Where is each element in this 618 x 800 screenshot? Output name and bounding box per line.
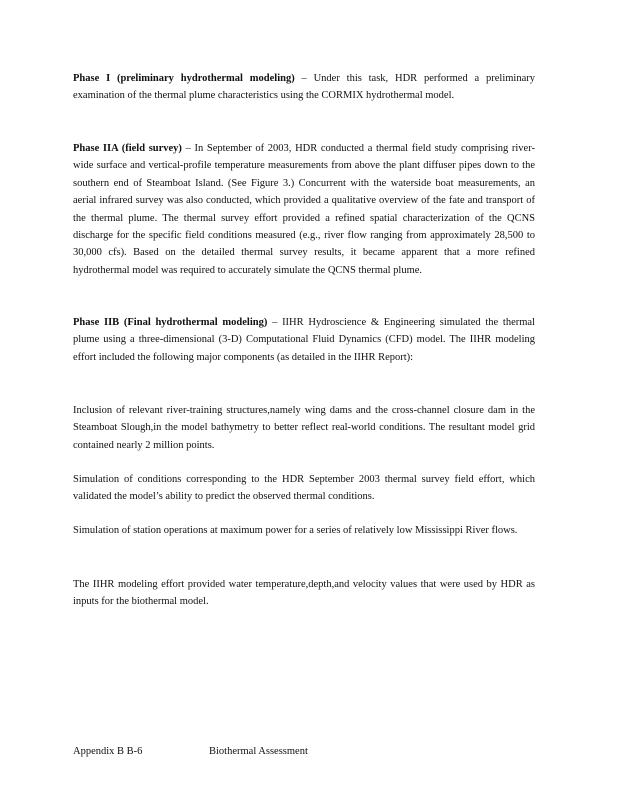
- phase-1-heading: Phase I (preliminary hydrothermal modeling): [73, 73, 295, 84]
- paragraph-phase-2b: [73, 314, 535, 366]
- footer-appendix-label: Appendix B B-6: [73, 746, 143, 757]
- phase-2a-body: – In September of 2003, HDR conducted a thermal field study comprising river-wide surface and vertical-profile temperature measurements from above the plant diffuser pipes down to the southern end of Steamboat Island. (See Figure 3.) Concurrent with the waterside boat measurements, an aerial infrared survey was also conducted, which provided a qualitative overview of the fate and transport of the thermal plume. The thermal survey effort provided a refined spatial characterization of the QCNS discharge for the specific field conditions measured (e.g., river flow ranging from approximately 28,500 to 30,000 cfs). Based on the detailed thermal survey results, it became apparent that a more refined hydrothermal model was required to accurately simulate the QCNS thermal plume.: [73, 143, 535, 276]
- paragraph-component-3: Simulation of station operations at maximum power for a series of relatively low Mississippi River flows.: [73, 525, 518, 536]
- phase-2a-heading: Phase IIA (field survey): [73, 143, 182, 154]
- paragraph-component-1: Inclusion of relevant river-training structures,namely wing dams and the cross-channel closure dam in the Steamboat Slough,in the model bathymetry to better reflect real-world conditions. The resultant model grid contained nearly 2 million points.: [73, 405, 535, 451]
- paragraph-phase-1: [73, 70, 535, 105]
- phase-2b-heading: Phase IIB (Final hydrothermal modeling): [73, 317, 268, 328]
- phase-2b-body: – IIHR Hydroscience & Engineering simulated the thermal plume using a three-dimensional (3-D) Computational Fluid Dynamics (CFD) model. The IIHR modeling effort included the following major components (as detailed in the IIHR Report):: [73, 317, 535, 363]
- footer-section-title: Biothermal Assessment: [209, 746, 308, 757]
- page-footer: [73, 744, 308, 760]
- paragraph-closing: The IIHR modeling effort provided water temperature,depth,and velocity values that were used by HDR as inputs for the biothermal model.: [73, 579, 535, 608]
- phase-1-body: – Under this task, HDR performed a preliminary examination of the thermal plume characteristics using the CORMIX hydrothermal model.: [73, 73, 535, 102]
- paragraph-component-2: Simulation of conditions corresponding to the HDR September 2003 thermal survey field effort, which validated the model’s ability to predict the observed thermal conditions.: [73, 474, 535, 503]
- paragraph-phase-2a: [73, 140, 535, 279]
